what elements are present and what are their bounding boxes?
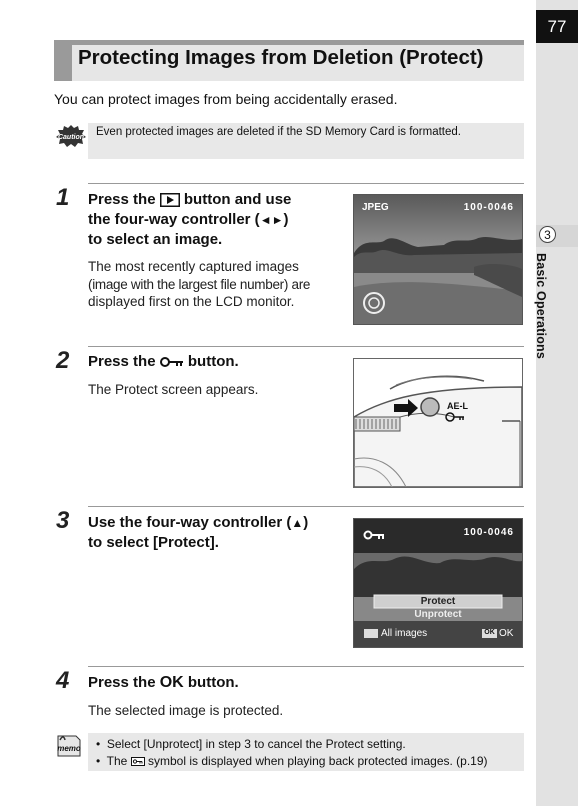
screen-format-label: JPEG bbox=[362, 202, 389, 213]
step-4-body bbox=[88, 702, 283, 720]
memo-text: Select [Unprotect] in step 3 to cancel the Protect setting. bbox=[106, 737, 406, 751]
step-body-line: The selected image is protected. bbox=[88, 703, 284, 718]
step-body-line: The Protect screen appears. bbox=[88, 382, 259, 397]
step-4-heading bbox=[88, 673, 239, 693]
lcd-screen-protect bbox=[353, 518, 523, 648]
step-2-head-b: button. bbox=[183, 353, 239, 370]
step-body-line: (image with the largest file number) are bbox=[88, 276, 311, 292]
step-1-head-b: button and use bbox=[179, 191, 292, 208]
page-number: 77 bbox=[536, 10, 578, 43]
protect-symbol-icon bbox=[131, 757, 145, 766]
chapter-side-strip bbox=[536, 0, 578, 806]
chapter-number: 3 bbox=[539, 226, 556, 243]
svg-text:Caution: Caution bbox=[57, 134, 85, 141]
step-4-head-a: Press the bbox=[88, 674, 160, 691]
step-number: 1 bbox=[56, 184, 70, 211]
ok-button-icon: OK bbox=[484, 629, 495, 636]
key-protect-icon bbox=[160, 357, 184, 367]
title-accent-bar bbox=[54, 40, 72, 81]
memo-icon bbox=[56, 734, 82, 758]
chapter-label: Basic Operations bbox=[534, 253, 548, 360]
step-number: 4 bbox=[56, 667, 70, 694]
page-title: Protecting Images from Deletion (Protect) bbox=[78, 46, 484, 69]
caution-icon bbox=[56, 125, 86, 147]
step-body-line: The most recently captured images bbox=[88, 259, 299, 274]
protect-photo bbox=[354, 519, 522, 647]
screen-file-number: 100-0046 bbox=[463, 527, 514, 538]
svg-text:memo: memo bbox=[57, 744, 81, 753]
up-arrow: ▲ bbox=[291, 516, 304, 530]
step-body-line: displayed first on the LCD monitor. bbox=[88, 294, 295, 309]
step-number: 3 bbox=[56, 507, 70, 534]
ok-symbol: OK bbox=[159, 674, 184, 691]
step-2-heading bbox=[88, 352, 239, 372]
step-divider bbox=[88, 506, 524, 507]
chapter-label-wrap bbox=[534, 253, 564, 363]
playback-button-icon bbox=[160, 193, 180, 207]
step-2-head-a: Press the bbox=[88, 353, 160, 370]
footer-all-images: All images bbox=[381, 628, 428, 639]
memo-line: • Select [Unprotect] in step 3 to cancel the Protect setting. bbox=[96, 737, 406, 751]
screen-file-number: 100-0046 bbox=[463, 202, 514, 213]
step-4-head-b: button. bbox=[183, 674, 239, 691]
step-1-head-c: the four-way controller ( bbox=[88, 211, 260, 228]
menu-item-protect[interactable]: Protect bbox=[420, 596, 456, 607]
step-1-body bbox=[88, 258, 310, 311]
step-divider bbox=[88, 666, 524, 667]
step-3-head-c: to select [Protect]. bbox=[88, 534, 219, 551]
step-divider bbox=[88, 183, 524, 184]
step-3-head-b: ) bbox=[303, 514, 309, 531]
step-1-head-e: to select an image. bbox=[88, 231, 223, 248]
left-right-arrows: ◄► bbox=[259, 213, 284, 227]
camera-illustration bbox=[353, 358, 523, 488]
memo-text: The bbox=[106, 754, 131, 768]
intro-text: You can protect images from being accidentally erased. bbox=[54, 91, 398, 107]
step-divider bbox=[88, 346, 524, 347]
footer-ok: OK bbox=[499, 628, 514, 639]
lcd-screen-playback bbox=[353, 194, 523, 325]
step-1-head-a: Press the bbox=[88, 191, 160, 208]
memo-text: symbol is displayed when playing back protected images. (p.19) bbox=[144, 754, 488, 768]
caution-text: Even protected images are deleted if the SD Memory Card is formatted. bbox=[96, 126, 461, 138]
step-2-body bbox=[88, 381, 258, 399]
step-3-heading bbox=[88, 513, 348, 553]
step-1-heading bbox=[88, 190, 338, 250]
memo-line: • The symbol is displayed when playing back protected images. (p.19) bbox=[96, 754, 488, 768]
ae-l-label: AE-L bbox=[447, 401, 468, 411]
step-3-head-a: Use the four-way controller ( bbox=[88, 514, 292, 531]
playback-photo bbox=[354, 195, 522, 324]
step-number: 2 bbox=[56, 347, 70, 374]
step-1-head-d: ) bbox=[283, 211, 289, 228]
menu-item-unprotect[interactable]: Unprotect bbox=[414, 609, 462, 620]
